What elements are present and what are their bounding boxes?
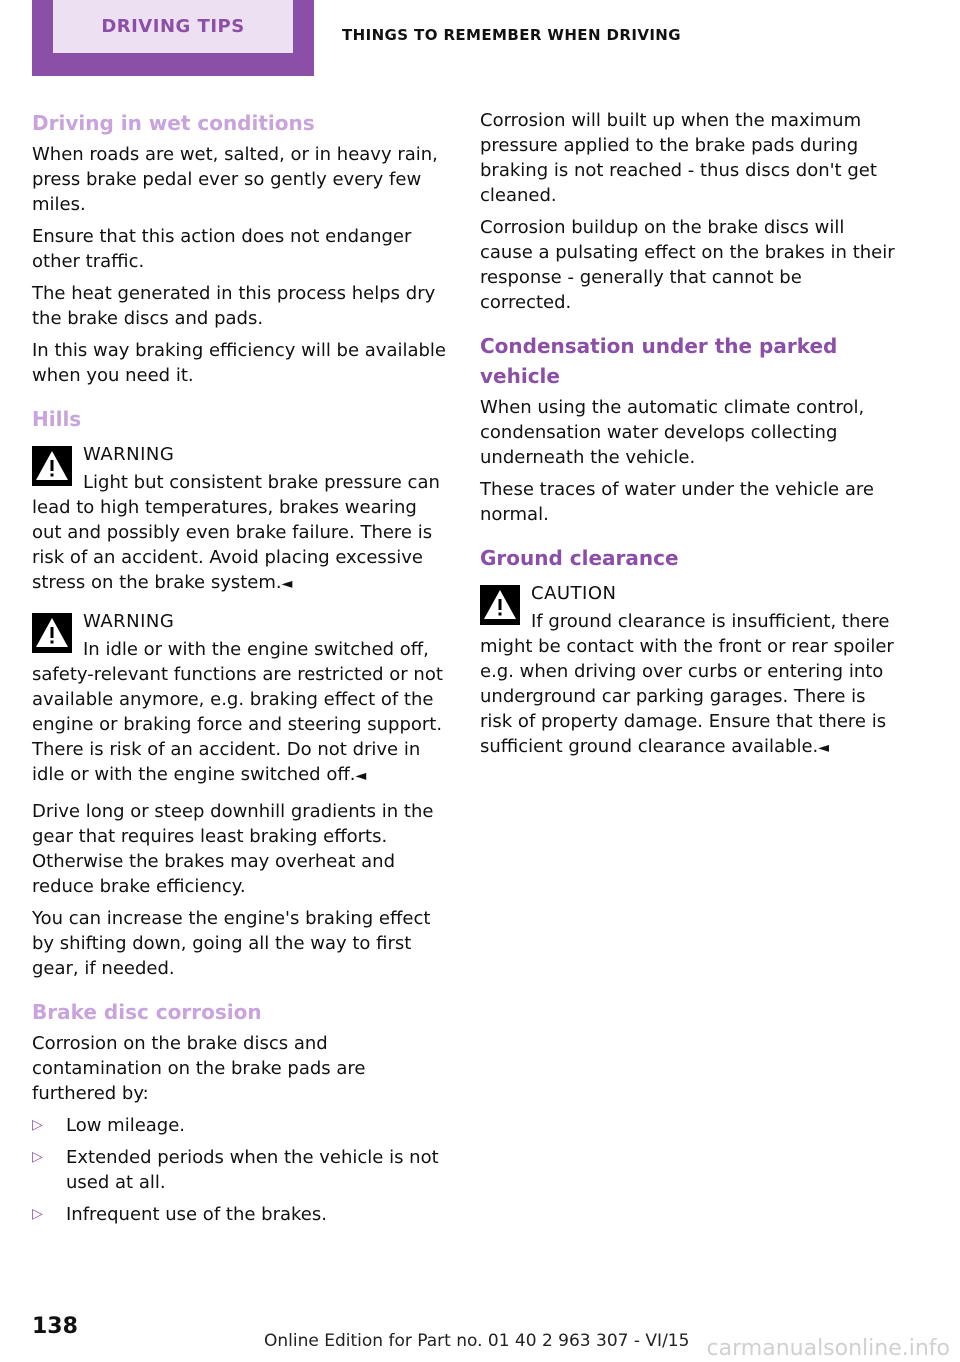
warning-triangle-icon [32, 613, 72, 653]
caution-text: If ground clearance is insufficient, there might be contact with the front or rear spoiler e.g. when driving over curbs or entering into underground car parking garages. There is risk of property damage. Ensure that there is sufficient ground clearance available. [480, 611, 894, 757]
warning-triangle-icon [32, 446, 72, 486]
end-mark: ◄ [818, 740, 830, 756]
chapter-tab-label: DRIVING TIPS [53, 0, 293, 53]
corrosion-list [32, 1113, 450, 1227]
end-mark: ◄ [281, 576, 293, 592]
paragraph: You can increase the engine's braking effect by shifting down, going all the way to first gear, if needed. [32, 908, 431, 979]
heading-wet-conditions: Driving in wet conditions [32, 111, 315, 135]
bullet-icon: ▷ [32, 1149, 43, 1165]
left-column [32, 108, 450, 1234]
page-number: 138 [32, 1314, 78, 1339]
list-item: ▷ Low mileage. [32, 1115, 186, 1136]
end-mark: ◄ [355, 768, 367, 784]
heading-hills: Hills [32, 407, 82, 431]
paragraph: Ensure that this action does not endanger other traffic. [32, 226, 412, 272]
warning-text: In idle or with the engine switched off, safety-relevant functions are restricted or not available anymore, e.g. braking effect of the engine or braking force and steering support. There is risk of an accident. Do not drive in idle or with the engine switched off. [32, 639, 443, 785]
footer-edition: Online Edition for Part no. 01 40 2 963 307 - VI/15 [264, 1331, 690, 1351]
heading-brake-disc-corrosion: Brake disc corrosion [32, 1000, 262, 1024]
paragraph: In this way braking efficiency will be available when you need it. [32, 340, 447, 386]
paragraph: Drive long or steep downhill gradients in the gear that requires least braking efforts. Otherwise the brakes may overheat and reduce brake efficiency. [32, 801, 434, 897]
warning-triangle-icon [480, 585, 520, 625]
warning-label: WARNING [83, 611, 175, 632]
paragraph: Corrosion buildup on the brake discs will cause a pulsating effect on the brakes in their response - generally that cannot be corrected. [480, 217, 895, 313]
list-item: ▷ Infrequent use of the brakes. [32, 1204, 327, 1225]
paragraph: These traces of water under the vehicle are normal. [480, 479, 874, 525]
header-tab [32, 0, 314, 76]
right-column [480, 108, 898, 771]
list-item: ▷ Extended periods when the vehicle is not used at all. [32, 1147, 439, 1193]
caution-callout [480, 579, 898, 761]
warning-callout [32, 607, 450, 789]
paragraph: The heat generated in this process helps dry the brake discs and pads. [32, 283, 436, 329]
heading-ground-clearance: Ground clearance [480, 546, 679, 570]
warning-label: WARNING [83, 444, 175, 465]
section-title: THINGS TO REMEMBER WHEN DRIVING [342, 26, 681, 44]
warning-text: Light but consistent brake pressure can lead to high temperatures, brakes wearing out and possibly even brake failure. There is risk of an accident. Avoid placing excessive stress on the brake system. [32, 472, 440, 593]
heading-condensation: Condensation under the parked vehicle [480, 334, 838, 388]
bullet-icon: ▷ [32, 1117, 43, 1133]
paragraph: When roads are wet, salted, or in heavy rain, press brake pedal ever so gently every few miles. [32, 144, 438, 215]
watermark: carmanualsonline.info [706, 1336, 950, 1361]
paragraph: Corrosion will built up when the maximum pressure applied to the brake pads during braking is not reached - thus discs don't get cleaned. [480, 110, 877, 206]
bullet-icon: ▷ [32, 1206, 43, 1222]
warning-callout [32, 440, 450, 597]
caution-label: CAUTION [531, 583, 617, 604]
paragraph: When using the automatic climate control, condensation water develops collecting underneath the vehicle. [480, 397, 865, 468]
paragraph: Corrosion on the brake discs and contamination on the brake pads are furthered by: [32, 1033, 366, 1104]
